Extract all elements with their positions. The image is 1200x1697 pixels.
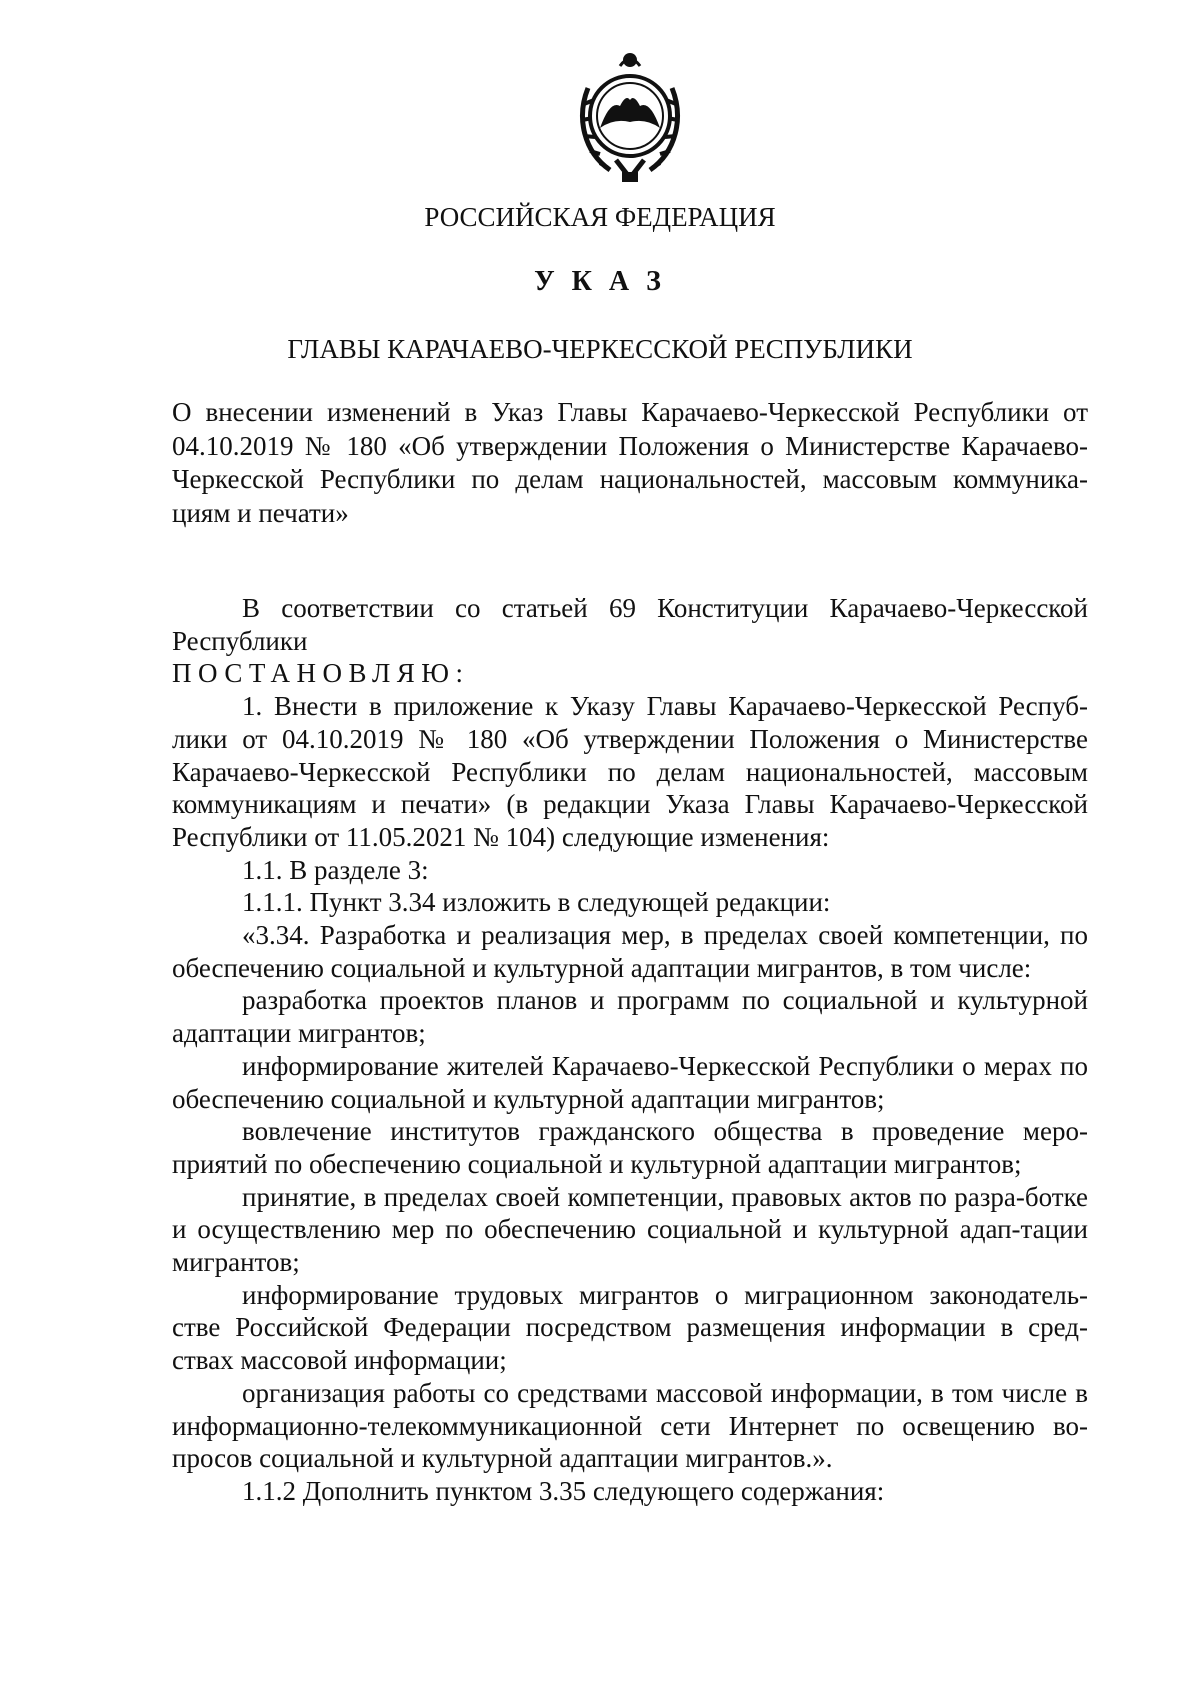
body-paragraph: информирование жителей Карачаево-Черкесской Республики о мерах по обеспечению социальной и культурной адаптации мигрантов; [172, 1050, 1088, 1114]
coat-of-arms-icon [570, 48, 690, 188]
body-paragraph: вовлечение институтов гражданского общества в проведение меро-приятий по обеспечению социальной и культурной адаптации мигрантов; [172, 1116, 1088, 1179]
body-paragraph: 1.1.1. Пункт 3.34 изложить в следующей редакции: [242, 887, 831, 918]
preamble-paragraph: В соответствии со статьей 69 Конституции Карачаево-Черкесской Республики [172, 593, 1088, 656]
body-paragraph: принятие, в пределах своей компетенции, правовых актов по разра-ботке и осуществлению мер по обеспечению социальной и культурной адап-тации мигрантов; [172, 1181, 1088, 1278]
body-paragraph: 1. Внести в приложение к Указу Главы Карачаево-Черкесской Респуб-лики от 04.10.2019 № 180 «Об утверждении Положения о Министерстве Карачаево-Черкесской Республики по делам национальностей, массовым коммуникациям и печати» (в редакции Указа Главы Карачаево-Черкесской Республики от 11.05.2021 № 104) следующие изменения: [172, 691, 1088, 852]
body-paragraph: 1.1.2 Дополнить пунктом 3.35 следующего содержания: [242, 1475, 885, 1506]
body-paragraph: 1.1. В разделе 3: [242, 854, 429, 885]
decree-subject: О внесении изменений в Указ Главы Карачаево-Черкесской Республики от 04.10.2019 № 180 «Об утверждении Положения о Министерстве Карачаево-Черкесской Республики по делам национальностей, массовым коммуника-циям и печати» [172, 397, 1088, 528]
issuer-title: ГЛАВЫ КАРАЧАЕВО-ЧЕРКЕССКОЙ РЕСПУБЛИКИ [287, 334, 913, 364]
body-paragraph: организация работы со средствами массовой информации, в том числе в информационно-телекоммуникационной сети Интернет по освещению во-просов социальной и культурной адаптации мигрантов.». [172, 1377, 1088, 1474]
decree-body [172, 592, 1088, 1508]
resolve-word: ПОСТАНОВЛЯЮ: [172, 658, 470, 689]
body-paragraph: разработка проектов планов и программ по социальной и культурной адаптации мигрантов; [172, 985, 1088, 1049]
decree-title: У К А З [534, 266, 666, 297]
body-paragraph: «3.34. Разработка и реализация мер, в пределах своей компетенции, по обеспечению социальной и культурной адаптации мигрантов, в том числе: [172, 920, 1088, 983]
body-paragraph: информирование трудовых мигрантов о миграционном законодатель-стве Российской Федерации посредством размещения информации в сред-ствах массовой информации; [172, 1279, 1088, 1376]
country-title: РОССИЙСКАЯ ФЕДЕРАЦИЯ [424, 202, 776, 232]
